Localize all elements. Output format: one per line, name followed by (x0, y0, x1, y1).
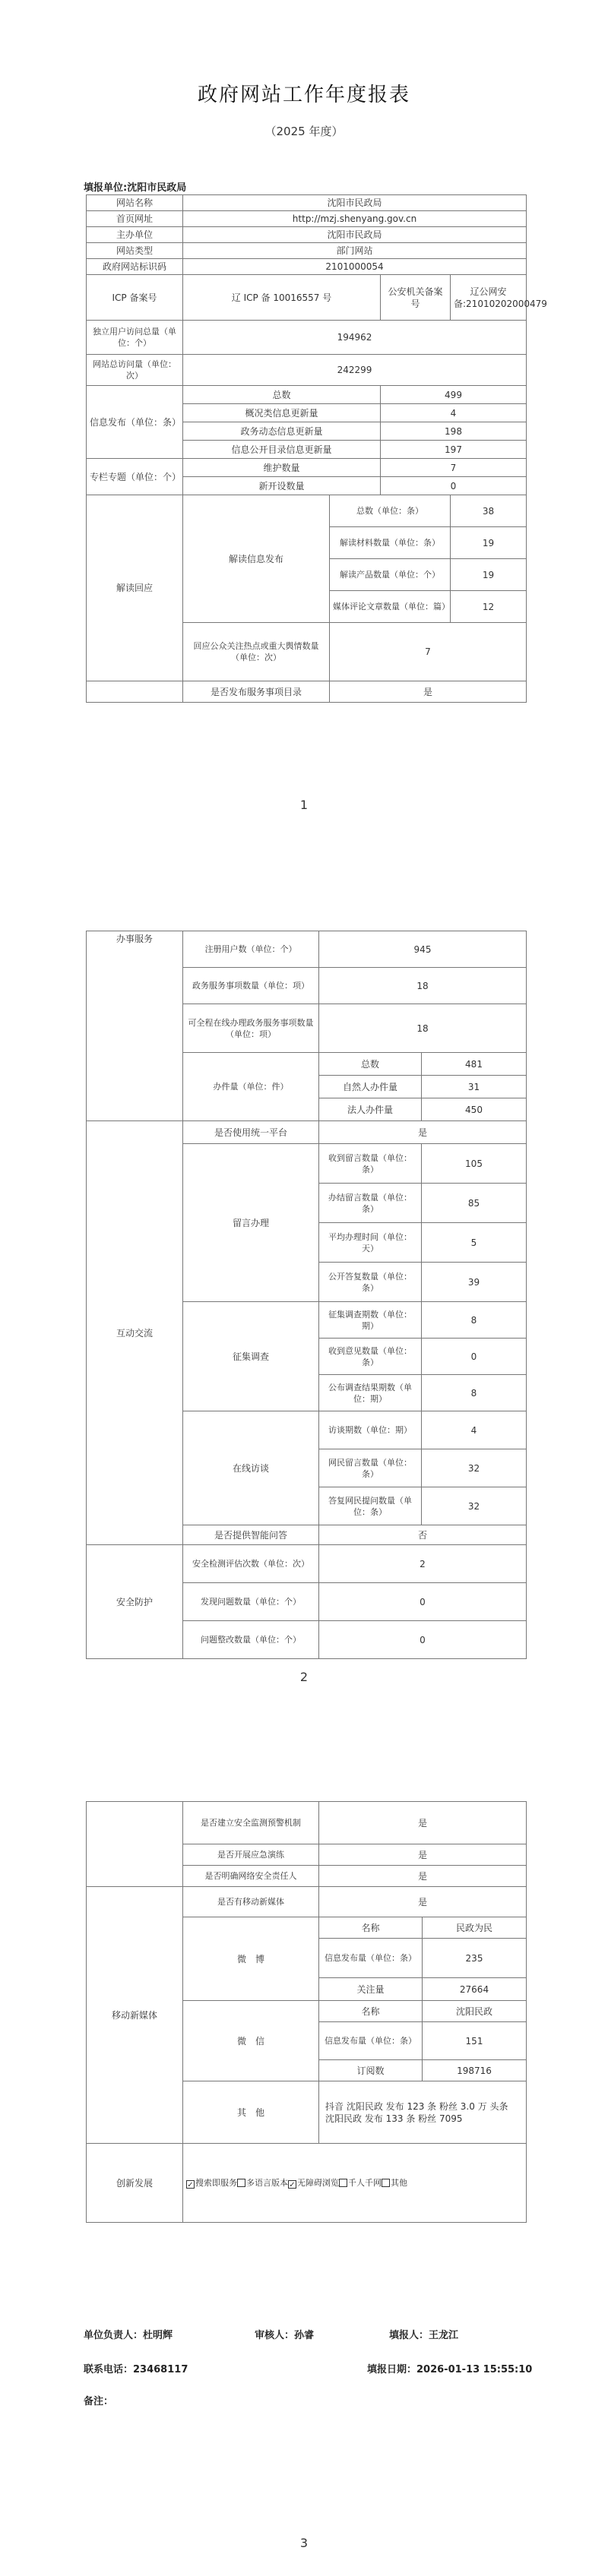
monitor-label: 是否建立安全监测预警机制 (183, 1802, 319, 1844)
service-items-value: 18 (319, 968, 527, 1004)
drill-label: 是否开展应急演练 (183, 1844, 319, 1866)
wechat-post-value: 151 (423, 2022, 527, 2060)
msg-done-label: 办结留言数量（单位：条） (319, 1184, 422, 1223)
unified-label: 是否使用统一平台 (183, 1121, 319, 1144)
catalog-label: 是否发布服务事项目录 (183, 681, 330, 703)
homepage-url-value: http://mzj.shenyang.gov.cn (183, 211, 527, 227)
survey-pub-value: 8 (422, 1375, 527, 1411)
service-person-value: 31 (422, 1076, 527, 1098)
innovation-checkbox[interactable]: ✓ (187, 2181, 194, 2189)
interpret-respond-label: 回应公众关注热点或重大舆情数量（单位：次） (183, 623, 330, 681)
report-table-page-2 (86, 931, 527, 1659)
icp-label: ICP 备案号 (87, 275, 183, 321)
info-overview-value: 4 (381, 404, 527, 422)
owner-value: 是 (319, 1866, 527, 1887)
security-cont-blank (87, 1802, 183, 1887)
service-total-value: 481 (422, 1053, 527, 1076)
interpret-material-label: 解读材料数量（单位：条） (330, 527, 451, 559)
column-maintain-label: 维护数量 (183, 459, 381, 477)
wechat-label: 微 信 (183, 2001, 319, 2081)
survey-recv-value: 0 (422, 1339, 527, 1375)
unique-visitors-label: 独立用户访问总量（单位：个） (87, 321, 183, 355)
security-eval-label: 安全检测评估次数（单位：次） (183, 1545, 319, 1583)
reviewer: 审核人：孙睿 (255, 2330, 315, 2341)
wechat-sub-label: 订阅数 (319, 2060, 423, 2081)
security-fixed-value: 0 (319, 1621, 527, 1659)
info-overview-label: 概况类信息更新量 (183, 404, 381, 422)
talk-label: 在线访谈 (183, 1411, 319, 1525)
service-legal-label: 法人办件量 (319, 1098, 422, 1121)
catalog-value: 是 (330, 681, 527, 703)
talk-count-value: 4 (422, 1411, 527, 1449)
innovation-checkbox[interactable]: ✓ (289, 2181, 296, 2189)
catalog-blank (87, 681, 183, 703)
weibo-label: 微 博 (183, 1917, 319, 2001)
smart-value: 否 (319, 1525, 527, 1545)
innovation-checkbox[interactable] (339, 2179, 347, 2187)
innovation-option-label: 多语言版本 (246, 2178, 288, 2188)
msg-recv-label: 收到留言数量（单位：条） (319, 1144, 422, 1184)
drill-value: 是 (319, 1844, 527, 1866)
info-news-value: 198 (381, 422, 527, 441)
service-online-value: 18 (319, 1004, 527, 1053)
interpret-product-value: 19 (451, 559, 527, 591)
interpret-media-value: 12 (451, 591, 527, 623)
principal: 单位负责人：杜明辉 (84, 2330, 173, 2341)
security-eval-value: 2 (319, 1545, 527, 1583)
contact-phone: 联系电话：23468117 (84, 2364, 188, 2375)
msg-done-value: 85 (422, 1184, 527, 1223)
report-year: （2025 年度） (264, 125, 344, 138)
other-label: 其 他 (183, 2081, 319, 2144)
report-table-page-3 (86, 1801, 527, 2223)
innovation-option-label: 千人千网 (348, 2178, 382, 2188)
service-users-label: 注册用户数（单位：个） (183, 931, 319, 968)
smart-label: 是否提供智能问答 (183, 1525, 319, 1545)
info-total-label: 总数 (183, 386, 381, 404)
innovation-option-label: 无障碍浏览 (297, 2178, 339, 2188)
page-number-3: 3 (299, 2536, 309, 2550)
filler: 填报人：王龙江 (389, 2330, 459, 2341)
info-news-label: 政务动态信息更新量 (183, 422, 381, 441)
owner-label: 是否明确网络安全责任人 (183, 1866, 319, 1887)
security-issue-value: 0 (319, 1583, 527, 1621)
weibo-name-label: 名称 (319, 1917, 423, 1939)
icp-value: 辽 ICP 备 10016557 号 (183, 275, 381, 321)
survey-label: 征集调查 (183, 1302, 319, 1411)
msg-label: 留言办理 (183, 1144, 319, 1302)
survey-count-label: 征集调查期数（单位：期） (319, 1302, 422, 1339)
innovation-option-label: 其他 (391, 2178, 407, 2188)
interpret-respond-value: 7 (330, 623, 527, 681)
page-title: 政府网站工作年度报表 (197, 84, 410, 106)
wechat-sub-value: 198716 (423, 2060, 527, 2081)
site-type-label: 网站类型 (87, 243, 183, 259)
service-online-label: 可全程在线办理政务服务事项数量（单位：项） (183, 1004, 319, 1053)
monitor-value: 是 (319, 1802, 527, 1844)
host-unit-label: 主办单位 (87, 227, 183, 243)
security-label: 安全防护 (87, 1545, 183, 1659)
site-code-label: 政府网站标识码 (87, 259, 183, 275)
psb-value: 辽公网安备:21010202000479 (451, 275, 527, 321)
service-label: 办事服务 (87, 931, 183, 1121)
service-handled-label: 办件量（单位：件） (183, 1053, 319, 1121)
info-open-value: 197 (381, 441, 527, 459)
page-views-label: 网站总访问量（单位：次） (87, 355, 183, 386)
msg-days-value: 5 (422, 1223, 527, 1263)
survey-count-value: 8 (422, 1302, 527, 1339)
homepage-url-label: 首页网址 (87, 211, 183, 227)
wechat-name-label: 名称 (319, 2001, 423, 2022)
page-views-value: 242299 (183, 355, 527, 386)
interpret-total-value: 38 (451, 495, 527, 527)
media-has-value: 是 (319, 1887, 527, 1917)
innovation-label: 创新发展 (87, 2144, 183, 2223)
innovation-checkbox[interactable] (382, 2179, 390, 2187)
weibo-follow-label: 关注量 (319, 1978, 423, 2001)
msg-pub-label: 公开答复数量（单位：条） (319, 1263, 422, 1302)
page-number-1: 1 (299, 798, 309, 812)
psb-label: 公安机关备案号 (381, 275, 451, 321)
talk-count-label: 访谈期数（单位：期） (319, 1411, 422, 1449)
security-issue-label: 发现问题数量（单位：个） (183, 1583, 319, 1621)
site-name-label: 网站名称 (87, 195, 183, 211)
talk-ans-value: 32 (422, 1487, 527, 1525)
column-new-label: 新开设数量 (183, 477, 381, 495)
site-code-value: 2101000054 (183, 259, 527, 275)
weibo-post-label: 信息发布量（单位：条） (319, 1939, 423, 1978)
page-number-2: 2 (299, 1670, 309, 1684)
media-label: 移动新媒体 (87, 1887, 183, 2144)
host-unit-value: 沈阳市民政局 (183, 227, 527, 243)
interpret-total-label: 总数（单位：条） (330, 495, 451, 527)
innovation-options (183, 2144, 527, 2223)
innovation-option-label: 搜索即服务 (195, 2178, 237, 2188)
survey-recv-label: 收到意见数量（单位：条） (319, 1339, 422, 1375)
column-maintain-value: 7 (381, 459, 527, 477)
security-fixed-label: 问题整改数量（单位：个） (183, 1621, 319, 1659)
info-total-value: 499 (381, 386, 527, 404)
reporting-unit: 填报单位:沈阳市民政局 (84, 182, 187, 194)
interact-label: 互动交流 (87, 1121, 183, 1545)
column-label: 专栏专题（单位：个） (87, 459, 183, 495)
media-has-label: 是否有移动新媒体 (183, 1887, 319, 1917)
service-total-label: 总数 (319, 1053, 422, 1076)
service-users-value: 945 (319, 931, 527, 968)
other-value: 抖音 沈阳民政 发布 123 条 粉丝 3.0 万 头条 沈阳民政 发布 133 条 粉丝 7095 (319, 2081, 527, 2144)
survey-pub-label: 公布调查结果期数（单位：期） (319, 1375, 422, 1411)
innovation-checkbox[interactable] (237, 2179, 245, 2187)
weibo-follow-value: 27664 (423, 1978, 527, 2001)
interpret-product-label: 解读产品数量（单位：个） (330, 559, 451, 591)
site-type-value: 部门网站 (183, 243, 527, 259)
site-name-value: 沈阳市民政局 (183, 195, 527, 211)
service-items-label: 政务服务事项数量（单位：项） (183, 968, 319, 1004)
interpret-material-value: 19 (451, 527, 527, 559)
talk-ans-label: 答复网民提问数量（单位：条） (319, 1487, 422, 1525)
interpret-publish-label: 解读信息发布 (183, 495, 330, 623)
weibo-name-value: 民政为民 (423, 1917, 527, 1939)
info-publish-label: 信息发布（单位：条） (87, 386, 183, 459)
weibo-post-value: 235 (423, 1939, 527, 1978)
report-table-page-1 (86, 194, 547, 703)
service-person-label: 自然人办件量 (319, 1076, 422, 1098)
msg-recv-value: 105 (422, 1144, 527, 1184)
remarks: 备注： (84, 2396, 114, 2407)
interpret-label: 解读回应 (87, 495, 183, 681)
wechat-post-label: 信息发布量（单位：条） (319, 2022, 423, 2060)
info-open-label: 信息公开目录信息更新量 (183, 441, 381, 459)
service-legal-value: 450 (422, 1098, 527, 1121)
talk-msg-label: 网民留言数量（单位：条） (319, 1449, 422, 1487)
unified-value: 是 (319, 1121, 527, 1144)
interpret-media-label: 媒体评论文章数量（单位：篇） (330, 591, 451, 623)
fill-date: 填报日期：2026-01-13 15:55:10 (367, 2364, 533, 2375)
column-new-value: 0 (381, 477, 527, 495)
msg-days-label: 平均办理时间（单位：天） (319, 1223, 422, 1263)
wechat-name-value: 沈阳民政 (423, 2001, 527, 2022)
unique-visitors-value: 194962 (183, 321, 527, 355)
msg-pub-value: 39 (422, 1263, 527, 1302)
talk-msg-value: 32 (422, 1449, 527, 1487)
